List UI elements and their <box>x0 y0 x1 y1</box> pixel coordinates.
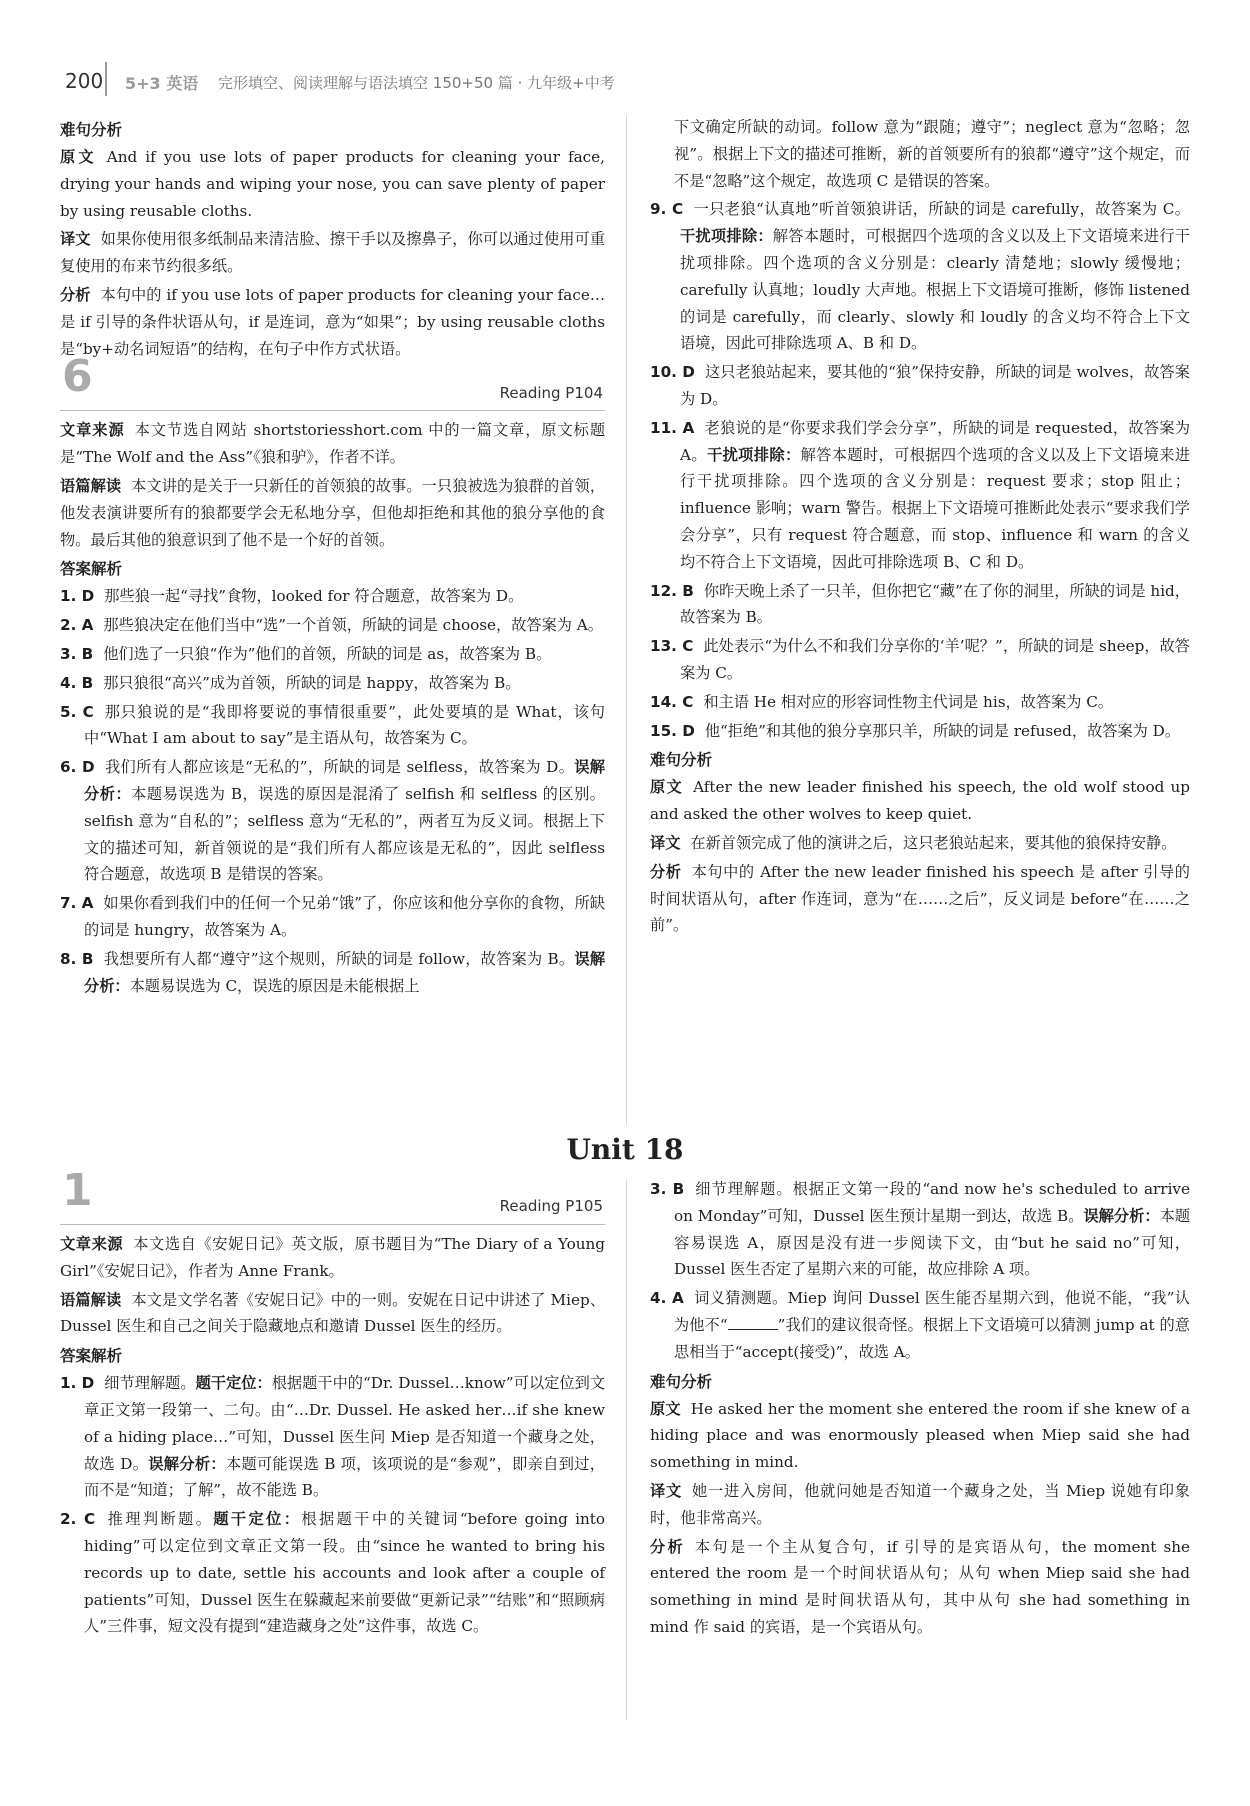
section-number: 6 <box>62 351 93 403</box>
answer-item: 6. D 我们所有人都应该是“无私的”，所缺的词是 selfless，故答案为 D。误解分析：本题易误选为 B，误选的原因是混淆了 selfish 和 selfless 的区别。selfish 意为“自私的”；selfless 意为“无私的”，两者互为反义词。根据上下文的描述可知，新首领说的是“我们所有人都应该是无私的”，因此 selfless 符合题意，故选项 B 是错误的答案。 <box>60 758 605 884</box>
answer-item: 8. B 我想要所有人都“遵守”这个规则，所缺的词是 follow，故答案为 B。误解分析：本题易误选为 C，误选的原因是未能根据上 <box>60 949 606 995</box>
answer-item: 13. C 此处表示“为什么不和我们分享你的‘羊’呢？”，所缺的词是 sheep，故答案为 C。 <box>650 637 1190 682</box>
answer-item: 4. A 词义猜测题。Miep 询问 Dussel 医生能否星期六到，他说不能，“我”认为他不“ ”我们的建议很奇怪。根据上下文语境可以猜测 jump at 的意思相当于“accept(接受)”，故选 A。 <box>650 1289 1190 1361</box>
left-column-bottom <box>60 1165 606 1642</box>
translation: 译文 在新首领完成了他的演讲之后，这只老狼站起来，要其他的狼保持安静。 <box>650 833 1177 852</box>
answer-item: 11. A 老狼说的是“你要求我们学会分享”，所缺的词是 requested，故答案为 A。干扰项排除：解答本题时，可根据四个选项的含义以及上下文语境来进行干扰项排除。四个选项的含义分别是：request 要求；stop 阻止；influence 影响；warn 警告。根据上下文语境可推断此处表示“要求我们学会分享”，只有 request 符合题意，而 stop、influence 和 warn 的含义均不符合上下文语境，因此可排除选项 B、C 和 D。 <box>650 418 1191 571</box>
passage-interpretation: 语篇解读 本文讲的是关于一只新任的首领狼的故事。一只狼被选为狼群的首领，他发表演讲要所有的狼都要学会无私地分享，但他却拒绝和其他的狼分享他的食物。最后其他的狼意识到了他不是一个好的首领。 <box>60 476 606 549</box>
section-header-1 <box>60 1165 605 1225</box>
answer-item: 3. B 细节理解题。根据正文第一段的“and now he's scheduled to arrive on Monday”可知，Dussel 医生预计星期一到达，故选 B。误解分析：本题容易误选 A，原因是没有进一步阅读下文，由“but he said no”可知，Dussel 医生否定了星期六来的可能，故应排除 A 项。 <box>650 1180 1191 1279</box>
analysis: 分析 本句是一个主从复合句，if 引导的是宾语从句，the moment she entered the room 是一个时间状语从句；从句 when Miep said she had something in mind 是时间状语从句，其中从句 she had something in mind 作 said 的宾语，是一个宾语从句。 <box>650 1537 1191 1636</box>
answer-item: 3. B 他们选了一只狼“作为”他们的首领，所缺的词是 as，故答案为 B。 <box>60 644 552 663</box>
original-sentence: 原文 And if you use lots of paper products for cleaning your face, drying your hands and wiping your nose, you can save plenty of paper by using reusable cloths. <box>60 148 605 220</box>
answer-item: 1. D 那些狼一起“寻找”食物，looked for 符合题意，故答案为 D。 <box>60 587 524 606</box>
answer-continuation: 下文确定所缺的动词。follow 意为“跟随；遵守”；neglect 意为“忽略；忽视”。根据上下文的描述可推断，新的首领要所有的狼都“遵守”这个规定，而不是“忽略”这个规定，故选项 C 是错误的答案。 <box>674 118 1190 190</box>
page-number: 200 <box>65 69 104 93</box>
brand-label: 5+3 英语 <box>125 74 199 93</box>
right-column-bottom <box>650 1176 1190 1643</box>
answer-item: 2. A 那些狼决定在他们当中“选”一个首领，所缺的词是 choose，故答案为 A。 <box>60 616 603 635</box>
difficult-sentence-heading: 难句分析 <box>650 751 713 770</box>
section-header-6 <box>60 351 605 411</box>
answer-item: 2. C 推理判断题。题干定位：根据题干中的关键词“before going into hiding”可以定位到文章正文第一段。由“since he wanted to bring his records up to date, settle his accounts and look after a couple of patients”可知，Dussel 医生在躲藏起来前要做“更新记录”“结账”和“照顾病人”三件事，短文没有提到“建造藏身之处”这件事，故选 C。 <box>60 1510 606 1636</box>
analysis: 分析 本句中的 After the new leader finished his speech 是 after 引导的时间状语从句，after 作连词，意为“在……之后”，反义词是 before“在……之前”。 <box>650 862 1190 935</box>
answer-item: 12. B 你昨天晚上杀了一只羊，但你把它“藏”在了你的洞里，所缺的词是 hid，故答案为 B。 <box>650 581 1190 627</box>
answer-item: 9. C 一只老狼“认真地”听首领狼讲话，所缺的词是 carefully，故答案为 C。干扰项排除：解答本题时，可根据四个选项的含义以及上下文语境来进行干扰项排除。四个选项的含义分别是：clearly 清楚地；slowly 缓慢地；carefully 认真地；loudly 大声地。根据上下文语境可推断，修饰 listened 的词是 carefully，而 clearly、slowly 和 loudly 的含义均不符合上下文语境，因此可排除选项 A、B 和 D。 <box>650 200 1191 353</box>
header-divider <box>105 62 107 96</box>
right-column-top <box>650 114 1190 941</box>
difficult-sentence-heading: 难句分析 <box>60 121 123 139</box>
answers-heading: 答案解析 <box>60 560 123 579</box>
section-reference: Reading P105 <box>499 1197 603 1216</box>
answer-item: 15. D 他“拒绝”和其他的狼分享那只羊，所缺的词是 refused，故答案为 D。 <box>650 721 1181 740</box>
answers-heading: 答案解析 <box>60 1347 123 1366</box>
answer-blank <box>728 1315 778 1330</box>
page-header <box>60 62 1190 104</box>
unit-title: Unit 18 <box>566 1133 684 1166</box>
column-divider <box>626 115 627 1125</box>
article-source: 文章来源 本文选自《安妮日记》英文版，原书题目为“The Diary of a Young Girl”《安妮日记》，作者为 Anne Frank。 <box>60 1235 606 1280</box>
translation: 译文 如果你使用很多纸制品来清洁脸、擦干手以及擦鼻子，你可以通过使用可重复使用的布来节约很多纸。 <box>60 230 606 276</box>
answer-item: 7. A 如果你看到我们中的任何一个兄弟“饿”了，你应该和他分享你的食物，所缺的词是 hungry，故答案为 A。 <box>60 894 605 939</box>
section-reference: Reading P104 <box>499 383 603 402</box>
answer-item: 4. B 那只狼很“高兴”成为首领，所缺的词是 happy，故答案为 B。 <box>60 673 521 692</box>
difficult-sentence-heading: 难句分析 <box>650 1372 713 1391</box>
answer-item: 1. D 细节理解题。题干定位：根据题干中的“Dr. Dussel…know”可以定位到文章正文第一段第一、二句。由“…Dr. Dussel. He asked her…if she knew of a hiding place…”可知，Dussel 医生问 Miep 是否知道一个藏身之处，故选 D。误解分析：本题可能误选 B 项，该项说的是“参观”，即亲自到过，而不是“知道；了解”，故不能选 B。 <box>60 1374 606 1500</box>
article-source: 文章来源 本文节选自网站 shortstoriesshort.com 中的一篇文章，原文标题是“The Wolf and the Ass”《狼和驴》，作者不详。 <box>60 421 606 467</box>
translation: 译文 她一进入房间，他就问她是否知道一个藏身之处，当 Miep 说她有印象时，他非常高兴。 <box>650 1481 1190 1527</box>
column-divider <box>626 1180 627 1720</box>
answer-item: 10. D 这只老狼站起来，要其他的“狼”保持安静，所缺的词是 wolves，故答案为 D。 <box>650 363 1190 408</box>
section-number: 1 <box>62 1165 93 1216</box>
original-sentence: 原文 He asked her the moment she entered the room if she knew of a hiding place and was enormously pleased when Miep said she had something in mind. <box>650 1399 1191 1472</box>
left-column-top <box>60 114 605 1001</box>
original-sentence: 原文 After the new leader finished his speech, the old wolf stood up and asked the other wolves to keep quiet. <box>650 778 1191 824</box>
analysis: 分析 本句中的 if you use lots of paper products for cleaning your face…是 if 引导的条件状语从句，if 是连词，意为“如果”；by using reusable cloths 是“by+动名词短语”的结构，在句子中作方式状语。 <box>60 285 606 358</box>
book-title: 完形填空、阅读理解与语法填空 150+50 篇 · 九年级+中考 <box>218 74 615 92</box>
answer-item: 5. C 那只狼说的是“我即将要说的事情很重要”，此处要填的是 What，该句中“What I am about to say”是主语从句，故答案为 C。 <box>60 702 605 748</box>
answer-item: 14. C 和主语 He 相对应的形容词性物主代词是 his，故答案为 C。 <box>650 692 1114 711</box>
passage-interpretation: 语篇解读 本文是文学名著《安妮日记》中的一则。安妮在日记中讲述了 Miep、Dussel 医生和自己之间关于隐藏地点和邀请 Dussel 医生的经历。 <box>60 1290 606 1336</box>
